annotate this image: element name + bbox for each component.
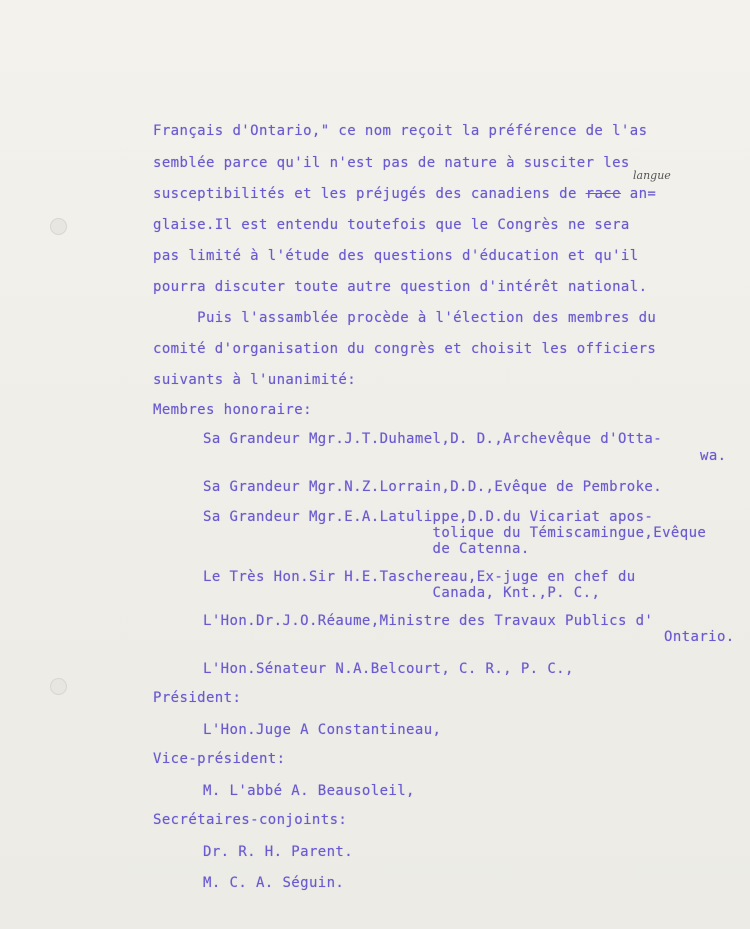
president-name: L'Hon.Juge A Constantineau,: [203, 722, 442, 738]
paragraph-2-line-1: Puis l'assamblée procède à l'élection des membres du: [153, 310, 657, 326]
struck-word: race: [585, 186, 621, 202]
paragraph-1-line-6: pourra discuter toute autre question d'intérêt national.: [153, 279, 648, 295]
honorary-member-3-line-3: de Catenna.: [203, 541, 530, 557]
honorary-member-4-line-2: Canada, Knt.,P. C.,: [203, 585, 601, 601]
honorary-member-3-line-1: Sa Grandeur Mgr.E.A.Latulippe,D.D.du Vicariat apos-: [203, 509, 654, 525]
vice-president-name: M. L'abbé A. Beausoleil,: [203, 783, 415, 799]
paragraph-1-line-2: semblée parce qu'il n'est pas de nature à susciter les: [153, 155, 630, 171]
secretaries-heading: Secrétaires-conjoints:: [153, 812, 348, 828]
president-heading: Président:: [153, 690, 242, 706]
honorary-member-4-line-1: Le Très Hon.Sir H.E.Taschereau,Ex-juge en chef du: [203, 569, 636, 585]
honorary-member-3-line-2: tolique du Témiscamingue,Evêque: [203, 525, 707, 541]
punch-hole-bottom: [50, 678, 67, 695]
line-3-text: susceptibilités et les préjugés des canadiens de: [153, 186, 586, 202]
paragraph-1-line-4: glaise.Il est entendu toutefois que le Congrès ne sera: [153, 217, 630, 233]
paragraph-1-line-3: [153, 185, 656, 203]
handwritten-insert: langue: [633, 169, 671, 182]
vice-president-heading: Vice-président:: [153, 751, 286, 767]
line-3-end: an=: [620, 186, 657, 202]
paragraph-2-line-3: suivants à l'unanimité:: [153, 372, 357, 388]
honorary-member-1-cont: wa.: [700, 448, 727, 464]
honorary-heading: Membres honoraire:: [153, 402, 312, 418]
paragraph-1-line-5: pas limité à l'étude des questions d'éducation et qu'il: [153, 248, 639, 264]
punch-hole-top: [50, 218, 67, 235]
honorary-member-5-cont: Ontario.: [664, 629, 735, 645]
honorary-member-1: Sa Grandeur Mgr.J.T.Duhamel,D. D.,Archevêque d'Otta-: [203, 431, 663, 447]
honorary-member-2: Sa Grandeur Mgr.N.Z.Lorrain,D.D.,Evêque de Pembroke.: [203, 479, 663, 495]
secretary-1: Dr. R. H. Parent.: [203, 844, 354, 860]
paragraph-1-line-1: Français d'Ontario," ce nom reçoit la préférence de l'as: [153, 123, 648, 139]
secretary-2: M. C. A. Séguin.: [203, 875, 345, 891]
paragraph-2-line-2: comité d'organisation du congrès et choisit les officiers: [153, 341, 657, 357]
honorary-member-6: L'Hon.Sénateur N.A.Belcourt, C. R., P. C.,: [203, 661, 574, 677]
honorary-member-5: L'Hon.Dr.J.O.Réaume,Ministre des Travaux Publics d': [203, 613, 654, 629]
